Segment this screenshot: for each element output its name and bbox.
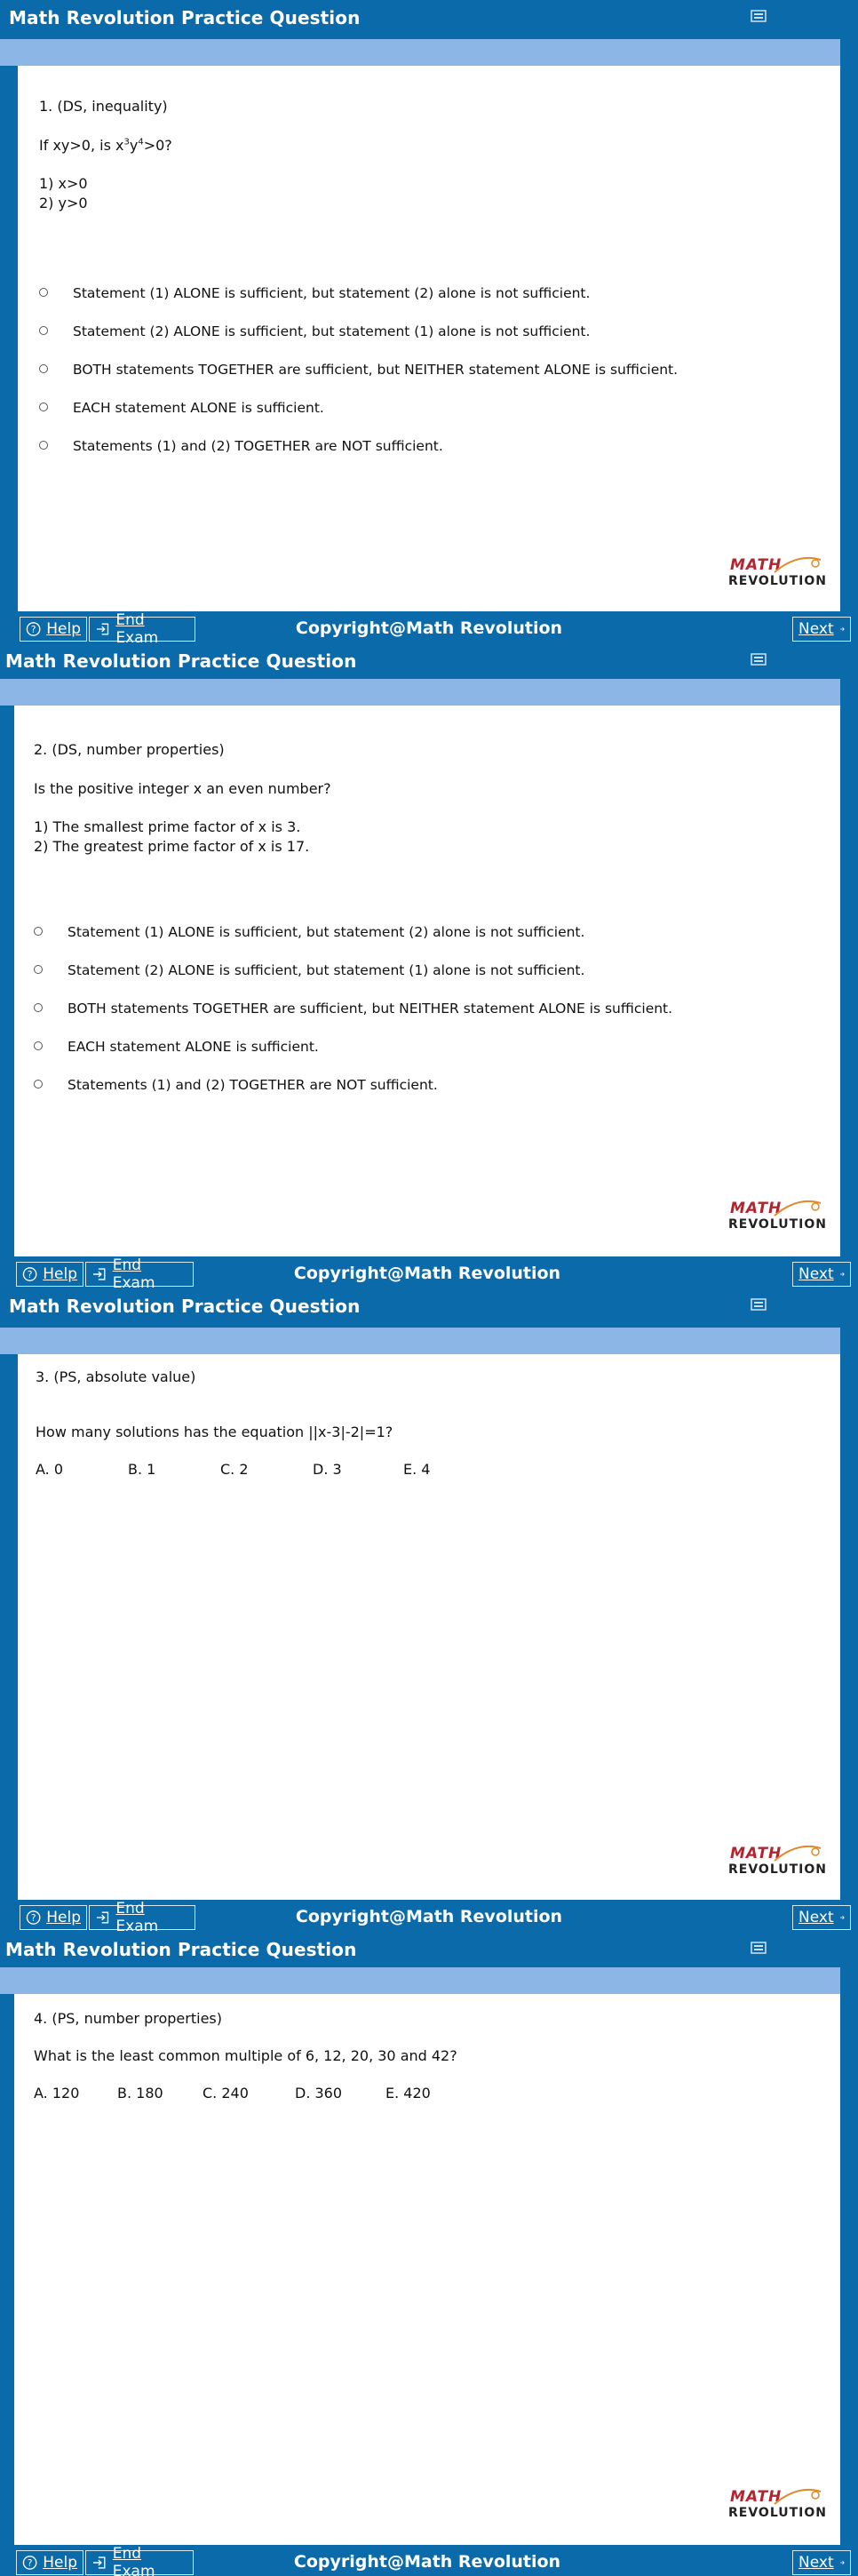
end-exam-button[interactable]: End Exam <box>85 2550 194 2575</box>
radio-button[interactable] <box>34 927 43 936</box>
radio-button[interactable] <box>34 1041 43 1050</box>
help-button[interactable]: ? Help <box>20 1905 87 1930</box>
question-stem: If xy>0, is $x^3y^4>0$? <box>39 137 172 154</box>
radio-button[interactable] <box>39 441 48 450</box>
answer-choice-c[interactable]: C. 2 <box>220 1461 249 1478</box>
answer-choice-b[interactable]: B. 1 <box>128 1461 156 1478</box>
answer-choices <box>36 1461 480 1480</box>
radio-button[interactable] <box>39 403 48 411</box>
title-bar <box>0 1932 858 1967</box>
window-restore-icon[interactable] <box>751 653 767 666</box>
radio-button[interactable] <box>34 1003 43 1012</box>
end-exam-button[interactable]: End Exam <box>85 1262 194 1287</box>
copyright-text: Copyright@Math Revolution <box>295 1907 563 1926</box>
title-bar <box>0 643 858 679</box>
math-revolution-logo: MATH REVOLUTION <box>728 556 828 588</box>
sub-toolbar <box>0 1328 840 1354</box>
statement-2: 2) y>0 <box>39 195 88 211</box>
copyright-text: Copyright@Math Revolution <box>293 1264 561 1283</box>
question-panel-3 <box>0 1288 858 1932</box>
help-button[interactable]: ? Help <box>16 1262 83 1287</box>
question-stem: How many solutions has the equation ||x-3|-2|=1? <box>36 1424 393 1440</box>
help-button[interactable]: ? Help <box>20 617 87 642</box>
question-panel-1 <box>0 0 858 643</box>
radio-button[interactable] <box>39 364 48 373</box>
question-header: 1. (DS, inequality) <box>39 98 168 115</box>
math-revolution-logo: MATH REVOLUTION <box>728 2488 828 2520</box>
svg-text:?: ? <box>30 1912 36 1924</box>
svg-text:?: ? <box>27 1269 33 1280</box>
next-button[interactable]: Next <box>792 1262 851 1287</box>
answer-choice-b[interactable]: B. 180 <box>117 2085 163 2101</box>
math-revolution-logo: MATH REVOLUTION <box>728 1845 828 1877</box>
question-panel-2 <box>0 643 858 1288</box>
bottom-toolbar <box>0 1258 858 1288</box>
sub-toolbar <box>0 1967 840 1994</box>
copyright-text: Copyright@Math Revolution <box>293 2552 561 2572</box>
arrow-right-icon <box>839 2555 845 2571</box>
radio-button[interactable] <box>39 326 48 335</box>
question-stem: Is the positive integer x an even number? <box>34 780 331 797</box>
title-bar <box>0 0 858 36</box>
radio-button[interactable] <box>39 288 48 297</box>
answer-choice-a[interactable]: A. 120 <box>34 2085 80 2101</box>
question-panel-4 <box>0 1932 858 2576</box>
svg-text:?: ? <box>27 2557 33 2569</box>
math-revolution-logo: MATH REVOLUTION <box>728 1200 828 1232</box>
answer-choice-d[interactable]: D. 360 <box>295 2085 343 2101</box>
next-button[interactable]: Next <box>792 1905 851 1930</box>
copyright-text: Copyright@Math Revolution <box>295 618 563 638</box>
app-title: Math Revolution Practice Question <box>9 7 361 28</box>
question-header: 3. (PS, absolute value) <box>36 1368 196 1385</box>
sub-toolbar <box>0 39 840 66</box>
help-button[interactable]: ? Help <box>16 2550 83 2575</box>
answer-choice-e[interactable]: E. 4 <box>403 1461 431 1478</box>
question-content: 2. (DS, number properties) Is the positive integer x an even number? 1) The smallest prime factor of x is 3. 2) The greatest prime factor of x is 17. Statement (1) ALONE is sufficient, but statement (2) alone is not sufficient. Statement (2) ALONE is sufficient, but statement (1) alone is not sufficient. BOTH statements TOGETHER are sufficient, but NEITHER statement ALONE is sufficient. EACH statement ALONE is sufficient. Statements (1) and (2) TOGETHER are NOT sufficient. MATH REVOLUTION <box>14 706 840 1256</box>
title-bar <box>0 1288 858 1324</box>
app-title: Math Revolution Practice Question <box>9 1296 361 1317</box>
answer-choice-d[interactable]: D. 3 <box>313 1461 342 1478</box>
svg-text:?: ? <box>30 624 36 635</box>
answer-choice-a[interactable]: A. 0 <box>36 1461 64 1478</box>
next-button[interactable]: Next <box>792 617 851 642</box>
app-title: Math Revolution Practice Question <box>5 650 357 672</box>
statement-2: 2) The greatest prime factor of x is 17. <box>34 838 310 855</box>
next-button[interactable]: Next <box>792 2550 851 2575</box>
end-exam-button[interactable]: End Exam <box>89 1905 195 1930</box>
radio-button[interactable] <box>34 1080 43 1089</box>
statement-1: 1) The smallest prime factor of x is 3. <box>34 818 301 835</box>
bottom-toolbar <box>0 2547 858 2576</box>
radio-button[interactable] <box>34 965 43 974</box>
question-stem: What is the least common multiple of 6, 12, 20, 30 and 42? <box>34 2047 457 2064</box>
question-header: 4. (PS, number properties) <box>34 2010 222 2027</box>
window-restore-icon[interactable] <box>751 1942 767 1954</box>
end-exam-button[interactable]: End Exam <box>89 617 195 642</box>
arrow-right-icon <box>839 621 845 637</box>
statement-1: 1) x>0 <box>39 175 88 192</box>
bottom-toolbar <box>0 613 858 643</box>
app-title: Math Revolution Practice Question <box>5 1939 357 1960</box>
arrow-right-icon <box>839 1910 845 1926</box>
question-content: 1. (DS, inequality) If xy>0, is $x^3y^4>0$? 1) x>0 2) y>0 Statement (1) ALONE is sufficient, but statement (2) alone is not sufficient. Statement (2) ALONE is sufficient, but statement (1) alone is not sufficient. BOTH statements TOGETHER are sufficient, but NEITHER statement ALONE is sufficient. EACH statement ALONE is sufficient. Statements (1) and (2) TOGETHER are NOT sufficient. MATH REVOLUTION <box>18 66 840 611</box>
arrow-right-icon <box>839 1266 845 1282</box>
question-header: 2. (DS, number properties) <box>34 741 225 758</box>
bottom-toolbar <box>0 1902 858 1932</box>
sub-toolbar <box>0 679 840 706</box>
window-restore-icon[interactable] <box>751 1298 767 1311</box>
question-content <box>18 1354 840 1900</box>
window-restore-icon[interactable] <box>751 10 767 22</box>
question-content <box>14 1994 840 2545</box>
answer-choice-c[interactable]: C. 240 <box>203 2085 249 2101</box>
answer-choices <box>34 2085 478 2104</box>
answer-choice-e[interactable]: E. 420 <box>385 2085 431 2101</box>
